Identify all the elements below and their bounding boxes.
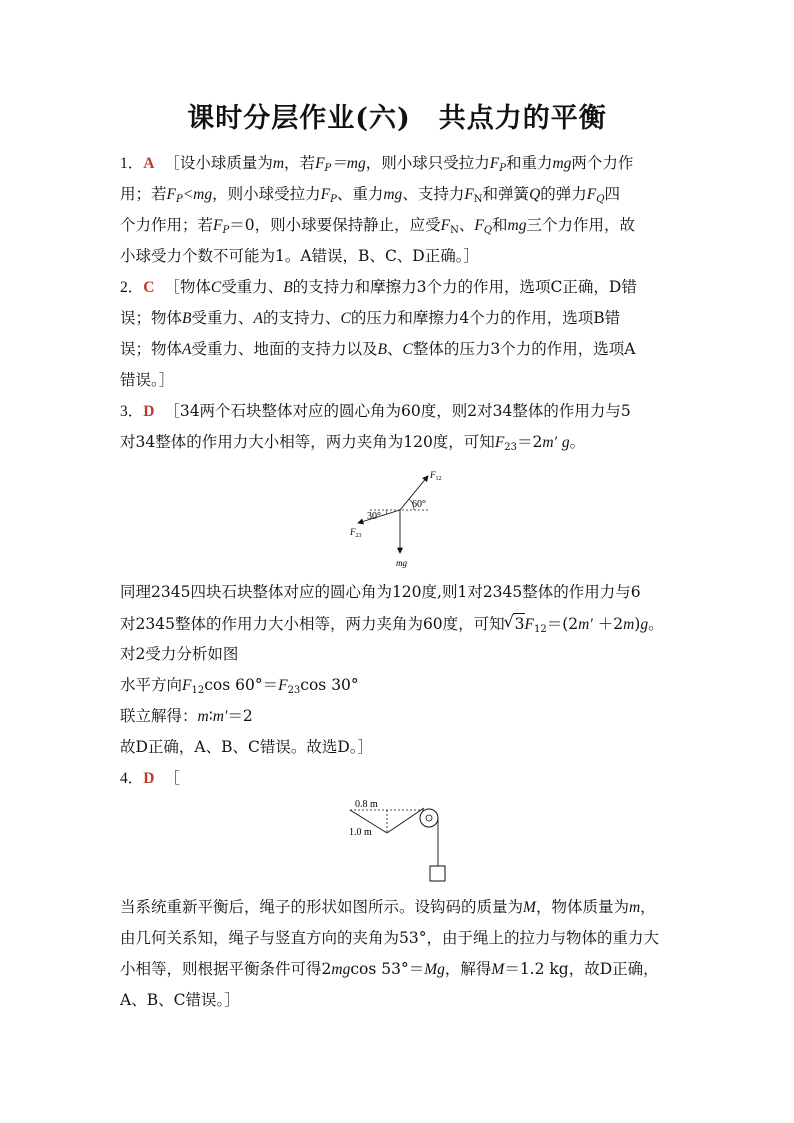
q1-line-4: 小球受力个数不可能为1。A错误，B、C、D正确。］ — [120, 247, 479, 265]
q3-line-8: 故D正确，A、B、C错误。故选D。］ — [120, 738, 374, 756]
q3-answer: D — [143, 403, 155, 420]
q4-line-1: 当系统重新平衡后，绳子的形状如图所示。设钩码的质量为M，物体质量为m， — [120, 898, 656, 916]
q1-line-2: 用；若$F_P<mg$，则小球受拉力$F_P$、重力mg、支持力FN和弹簧Q的弹力$F_Q$四 — [120, 185, 620, 205]
title-main: 课时分层作业(六) — [187, 103, 411, 134]
rope-right — [387, 808, 424, 833]
page-title — [0, 96, 794, 135]
q3-line-3: 同理2345四块石块整体对应的圆心角为120度,则1对2345整体的作用力与6 — [120, 583, 641, 601]
q2-line-1: 2．C ［物体C受重力、B的支持力和摩擦力3个力的作用，选项C正确，D错 — [120, 278, 637, 296]
rope-pulley-diagram — [345, 796, 455, 886]
force-diagram — [340, 466, 460, 570]
title-sub: 共点力的平衡 — [438, 103, 607, 134]
q4-line-4: A、B、C错误。］ — [120, 991, 240, 1009]
q3-line-1: 3．D ［34两个石块整体对应的圆心角为60度，则2对34整体的作用力与5 — [120, 402, 631, 420]
q4-answer: D — [143, 770, 155, 787]
hook-weight — [430, 866, 445, 881]
length-1-0-label: 1.0 m — [349, 827, 372, 838]
q3-line-6: 水平方向F12cos 60°＝F23cos 30° — [120, 676, 359, 696]
q1-answer: A — [143, 155, 155, 172]
f23-label: $F_{23}$ — [350, 527, 362, 539]
q3-line-2: 对34整体的作用力大小相等，两力夹角为120度，可知F23＝2m′ g。 — [120, 433, 586, 453]
q2-answer: C — [143, 279, 155, 296]
angle-arc-30 — [386, 510, 387, 514]
q4-line-2: 由几何关系知，绳子与竖直方向的夹角为53°，由于绳上的拉力与物体的重力大 — [120, 929, 659, 947]
angle-60-label: 60° — [412, 499, 426, 510]
f12-label: $F_{12}$ — [430, 470, 442, 482]
mg-label: mg — [396, 558, 407, 568]
q2-line-2: 误；物体B受重力、A的支持力、C的压力和摩擦力4个力的作用，选项B错 — [120, 309, 621, 327]
q1-line-3: 个力作用；若$F_P=0$，则小球要保持静止，应受FN、$F_Q$和mg三个力作用，故 — [120, 216, 635, 236]
q2-line-3: 误；物体A受重力、地面的支持力以及B、C整体的压力3个力的作用，选项A — [120, 340, 636, 358]
q1-line-1: 1．A ［设小球质量为m，若$F_P=mg$，则小球只受拉力$F_P$和重力mg两个力作 — [120, 154, 634, 174]
length-0-8-label: 0.8 m — [355, 799, 378, 810]
q4-line-3: 小相等，则根据平衡条件可得2mgcos 53°＝Mg，解得M＝1.2 kg，故D正确， — [120, 960, 659, 978]
q3-line-7: 联立解得：m∶m′＝2 — [120, 707, 253, 725]
q3-line-5: 对2受力分析如图 — [120, 645, 239, 663]
q3-line-4: 对2345整体的作用力大小相等，两力夹角为60度，可知 √ 3F12＝(2m′ ＋2m)g。 — [120, 613, 664, 635]
angle-30-label: 30° — [367, 511, 381, 522]
q2-line-4: 错误。］ — [120, 371, 175, 389]
pulley-axle — [426, 815, 432, 821]
q4-line-0: 4．D ［ — [120, 769, 180, 787]
